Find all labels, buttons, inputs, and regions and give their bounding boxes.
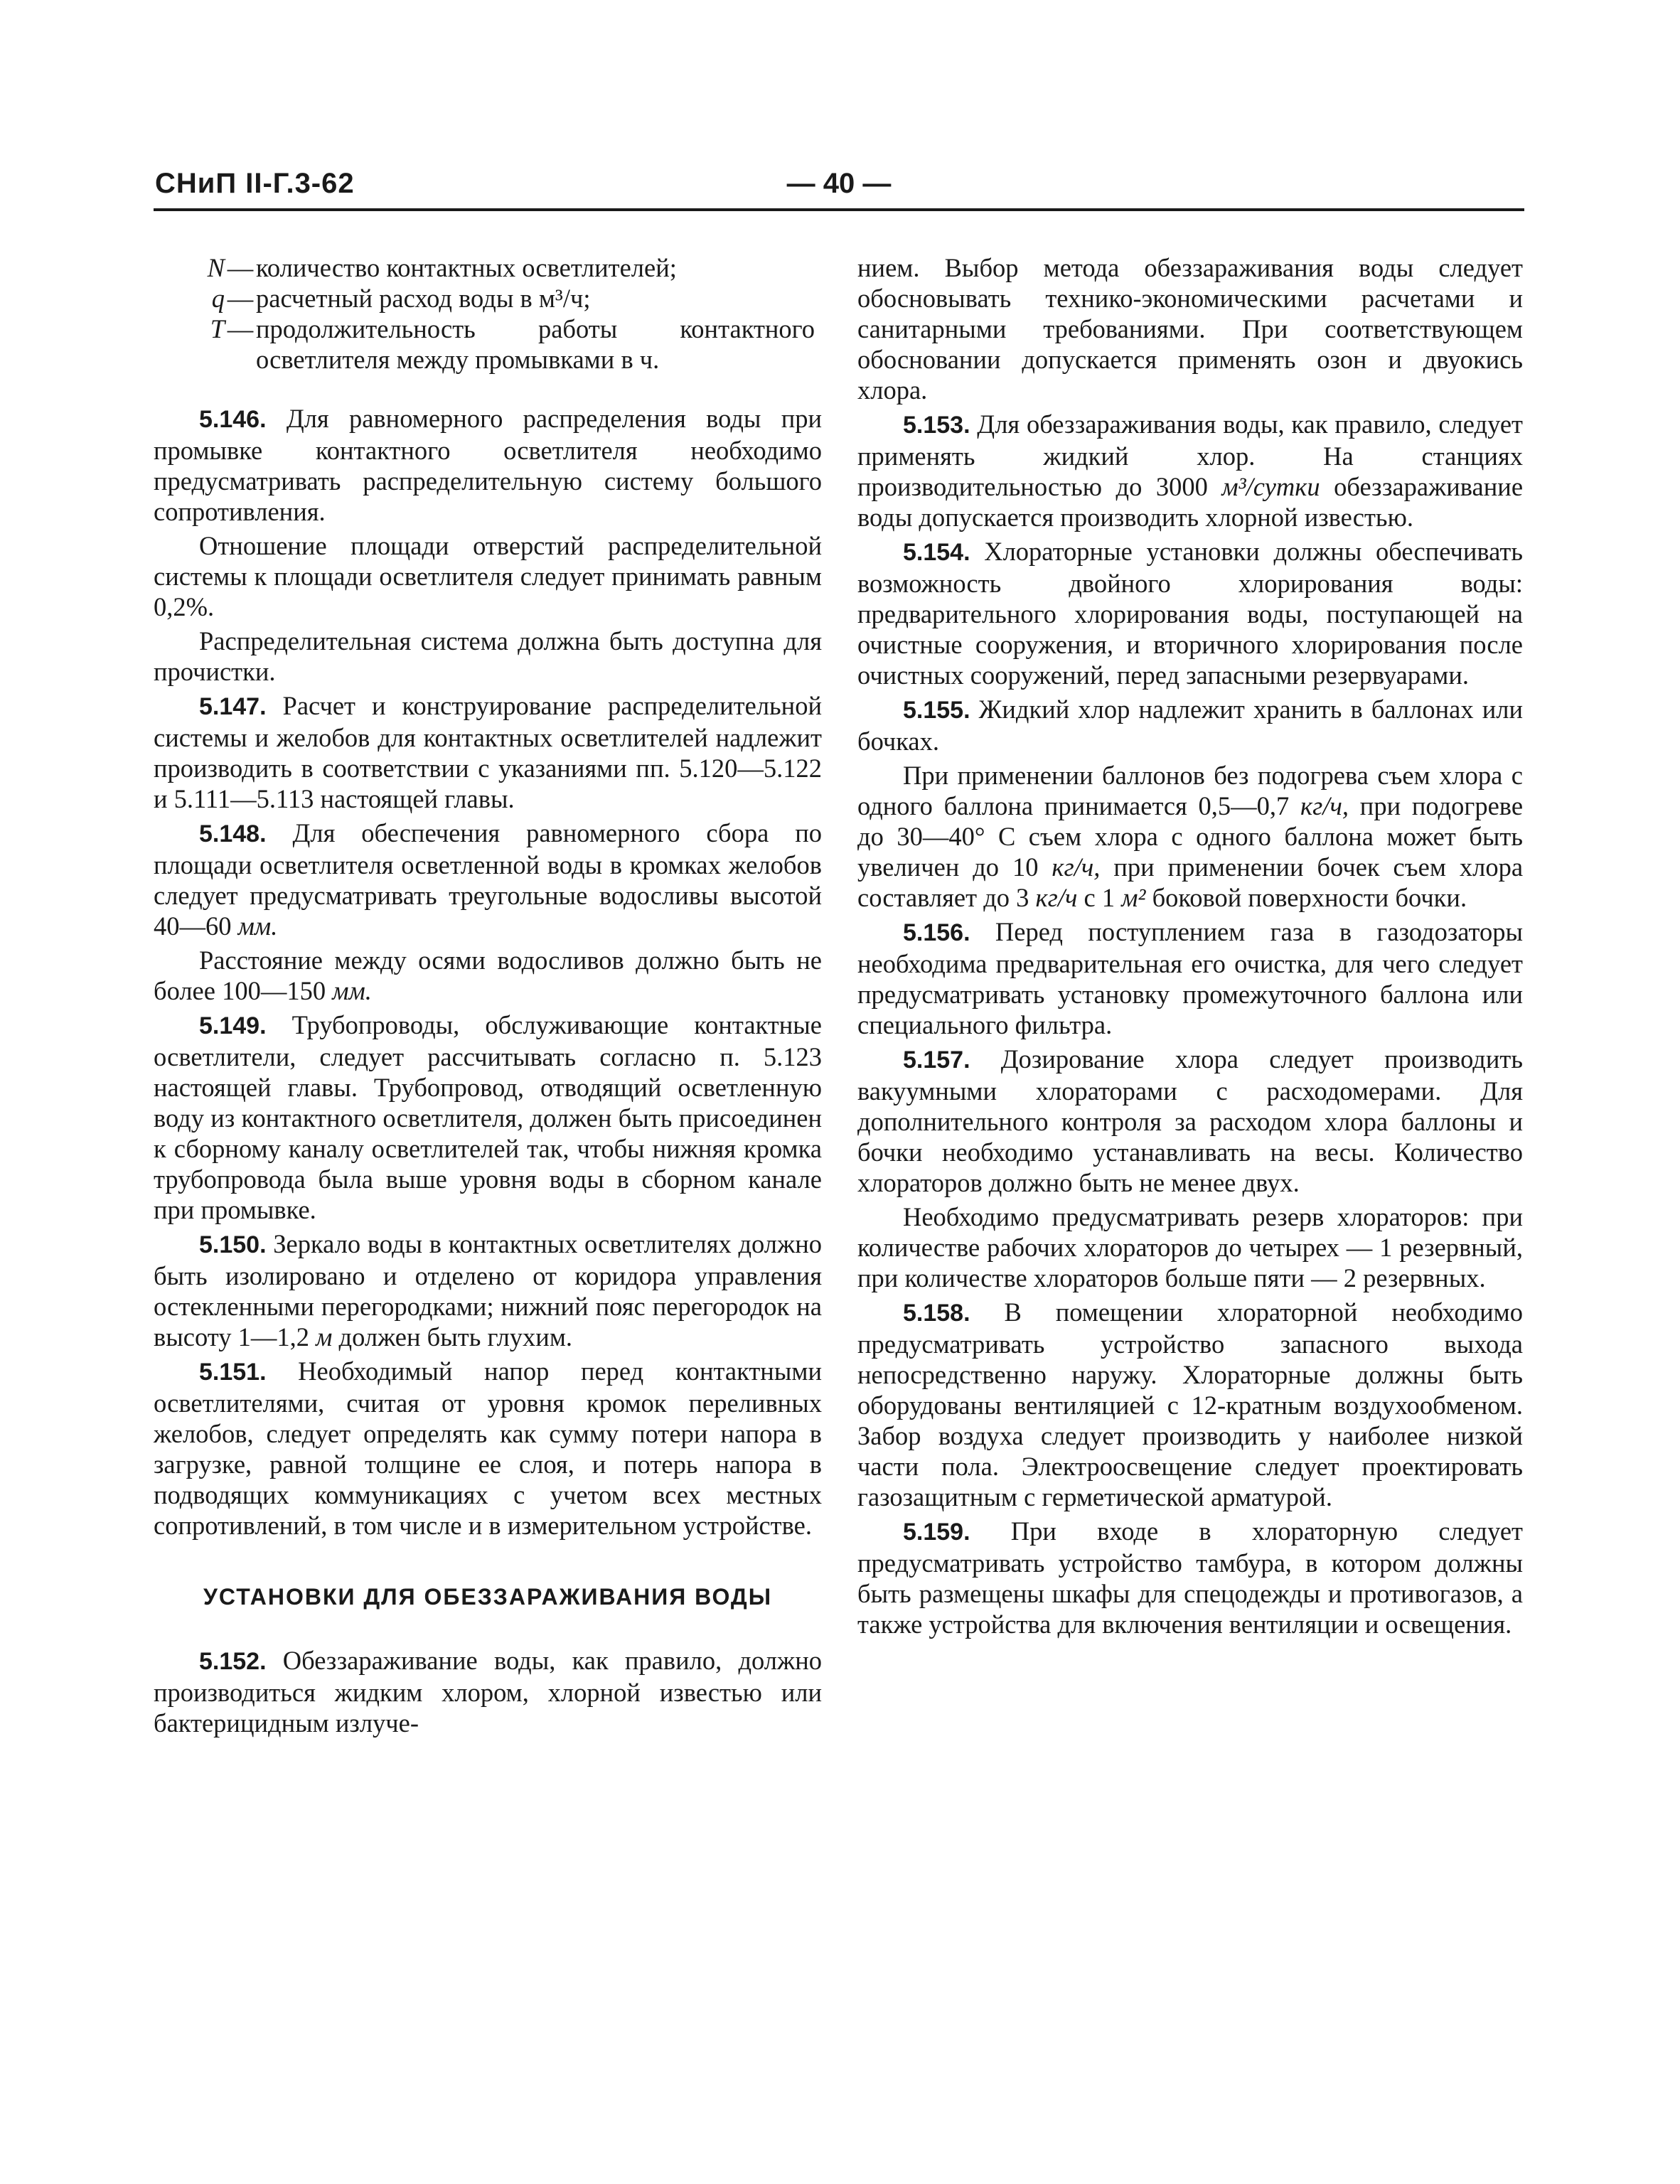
clause-5-146 (154, 403, 822, 527)
clause-5-147 (154, 690, 822, 814)
clause-text: Хлораторные установки должны обеспечивать возможность двойного хлорирования воды: предварительного хлорирования воды, поступающей на очистные сооружения, и вторичного хлорирования после очистных сооружений, перед запасными резервуарами. (857, 537, 1524, 690)
clause-number: 5.158. (903, 1300, 970, 1327)
definition-term: q (211, 284, 225, 313)
clause-5-157 (857, 1044, 1523, 1198)
clause-5-159 (857, 1516, 1523, 1639)
definition-row (154, 314, 822, 375)
clause-5-151 (154, 1356, 822, 1541)
right-column (857, 252, 1523, 1643)
definition-dash: — (227, 253, 254, 282)
clause-number: 5.151. (199, 1359, 267, 1386)
clause-5-149 (154, 1010, 822, 1225)
definition-text: количество контактных осветлителей; (256, 253, 677, 282)
clause-5-150 (154, 1228, 822, 1352)
clause-5-156 (857, 916, 1523, 1040)
definition-row (154, 283, 822, 314)
page-number: — 40 — (786, 168, 892, 199)
clause-text: Обеззараживание воды, как правило, должно производиться жидким хлором, хлорной известью или бактерицидным излуче- (154, 1646, 822, 1738)
unit: м² (1121, 883, 1146, 912)
clause-5-154 (857, 536, 1523, 690)
unit: кг/ч (1035, 883, 1078, 912)
unit: м³/сутки (1221, 472, 1320, 501)
paragraph-text: при подогреве до 30—40° С съем хлора с одного баллона может быть увеличен до 10 (857, 791, 1524, 882)
clause-5-158 (857, 1297, 1523, 1512)
header-rule (154, 208, 1524, 211)
clause-text: должен быть глухим. (338, 1322, 573, 1351)
clause-number: 5.157. (903, 1046, 970, 1074)
unit: мм. (237, 911, 278, 941)
variable-definitions (154, 252, 822, 375)
clause-text: Для равномерного распределения воды при промывке контактного осветлителя необходимо предусматривать распределительную систему большого сопротивления. (154, 404, 823, 526)
clause-text: В помещении хлораторной необходимо предусматривать устройство запасного выхода непосредственно наружу. Хлораторные должны быть оборудованы вентиляцией с 12-кратным воздухообменом. Забор воздуха следует производить у наиболее низкой части пола. Электроосвещение следует проектировать газозащитным с герметической арматурой. (857, 1297, 1524, 1511)
clause-number: 5.159. (903, 1519, 970, 1546)
clause-5-148 (154, 818, 822, 941)
paragraph-text: боковой поверхности бочки. (1152, 883, 1467, 912)
definition-dash: — (227, 284, 254, 313)
paragraph: Распределительная система должна быть доступна для прочистки. (154, 626, 822, 686)
section-title: УСТАНОВКИ ДЛЯ ОБЕЗЗАРАЖИВАНИЯ ВОДЫ (203, 1584, 773, 1610)
definition-term: N (207, 253, 225, 282)
definition-text: расчетный расход воды в м³/ч; (256, 284, 591, 313)
clause-number: 5.154. (903, 539, 970, 566)
clause-text: Необходимый напор перед контактными осветлителями, считая от уровня кромок переливных желобов, следует определять как сумму потери напора в загрузке, равной толщине ее слоя, и потерь напора в подводящих коммуникациях с учетом всех местных сопротивлений, в том числе и в измерительном устройстве. (154, 1356, 822, 1540)
clause-5-153 (857, 409, 1523, 532)
paragraph: Отношение площади отверстий распределительной системы к площади осветлителя следует принимать равным 0,2%. (154, 531, 822, 621)
clause-text: Перед поступлением газа в газодозаторы необходима предварительная его очистка, для чего следует предусматривать установку промежуточного баллона или специального фильтра. (857, 917, 1523, 1039)
clause-number: 5.147. (199, 693, 267, 720)
clause-text: Для обеспечения равномерного сбора по площади осветлителя осветленной воды в кромках желобов следует предусматривать треугольные водосливы высотой 40—60 (154, 818, 823, 941)
left-column (154, 252, 822, 1742)
unit: м (316, 1322, 333, 1351)
unit: кг/ч, (1300, 791, 1349, 820)
definition-term: T (210, 314, 225, 343)
clause-number: 5.152. (199, 1648, 267, 1675)
clause-text: Трубопроводы, обслуживающие контактные осветлители, следует рассчитывать согласно п. 5.123 настоящей главы. Трубопровод, отводящий осветленную воду из контактного осветлителя, должен быть присоединен к сборному каналу осветлителей так, чтобы нижняя кромка трубопровода была выше уровня воды в сборном канале при промывке. (154, 1010, 822, 1224)
paragraph-text: при применении бочек съем хлора составляет до 3 (857, 852, 1524, 912)
clause-number: 5.153. (903, 412, 970, 439)
clause-text: При входе в хлораторную следует предусматривать устройство тамбура, в котором должны быть размещены шкафы для спецодежды и противогазов, а также устройства для включения вентиляции и освещения. (857, 1516, 1523, 1639)
paragraph (154, 945, 822, 1006)
clause-number: 5.149. (199, 1012, 267, 1039)
definition-row (154, 252, 822, 283)
clause-number: 5.155. (903, 697, 970, 724)
clause-5-152 (154, 1645, 822, 1738)
clause-text: обеззараживание воды допускается производить хлорной известью. (857, 472, 1524, 532)
unit: кг/ч, (1052, 852, 1101, 882)
clause-5-155 (857, 694, 1523, 756)
clause-text: Зеркало воды в контактных осветлителях должно быть изолировано и отделено от коридора управления остекленными перегородками; нижний пояс перегородок на высоту 1—1,2 (154, 1229, 823, 1351)
document-code: СНиП II-Г.3-62 (155, 168, 355, 199)
clause-number: 5.156. (903, 919, 970, 946)
paragraph: Необходимо предусматривать резерв хлораторов: при количестве рабочих хлораторов до четырех — 1 резервный, при количестве хлораторов больше пяти — 2 резервных. (857, 1202, 1523, 1292)
clause-5-152-continued: нием. Выбор метода обеззараживания воды следует обосновывать технико-экономическими расчетами и санитарными требованиями. При соответствующем обосновании допускается применять озон и двуокись хлора. (857, 253, 1523, 405)
unit: мм. (332, 976, 372, 1005)
paragraph-text: При применении баллонов без подогрева съем хлора с одного баллона принимается 0,5—0,7 (857, 761, 1523, 820)
clause-number: 5.148. (199, 820, 267, 847)
clause-text: Жидкий хлор надлежит хранить в баллонах или бочках. (857, 695, 1523, 756)
definition-text: продолжительность работы контактного осветлителя между промывками в ч. (256, 314, 815, 374)
clause-text: Для обеззараживания воды, как правило, следует применять жидкий хлор. На станциях производительностью до 3000 (857, 410, 1523, 501)
definition-dash: — (227, 314, 254, 343)
clause-number: 5.146. (199, 406, 267, 433)
clause-text: Расчет и конструирование распределительной системы и желобов для контактных осветлителей надлежит производить в соответствии с указаниями пп. 5.120—5.122 и 5.111—5.113 настоящей главы. (154, 691, 823, 813)
clause-number: 5.150. (199, 1231, 267, 1258)
paragraph-text: с 1 (1084, 883, 1115, 912)
clause-text: Дозирование хлора следует производить вакуумными хлораторами с расходомерами. Для дополнительного контроля за расходом хлора баллоны и бочки необходимо устанавливать на весы. Количество хлораторов должно быть не менее двух. (857, 1044, 1523, 1197)
paragraph (857, 760, 1523, 913)
paragraph-text: Расстояние между осями водосливов должно быть не более 100—150 (154, 946, 822, 1005)
